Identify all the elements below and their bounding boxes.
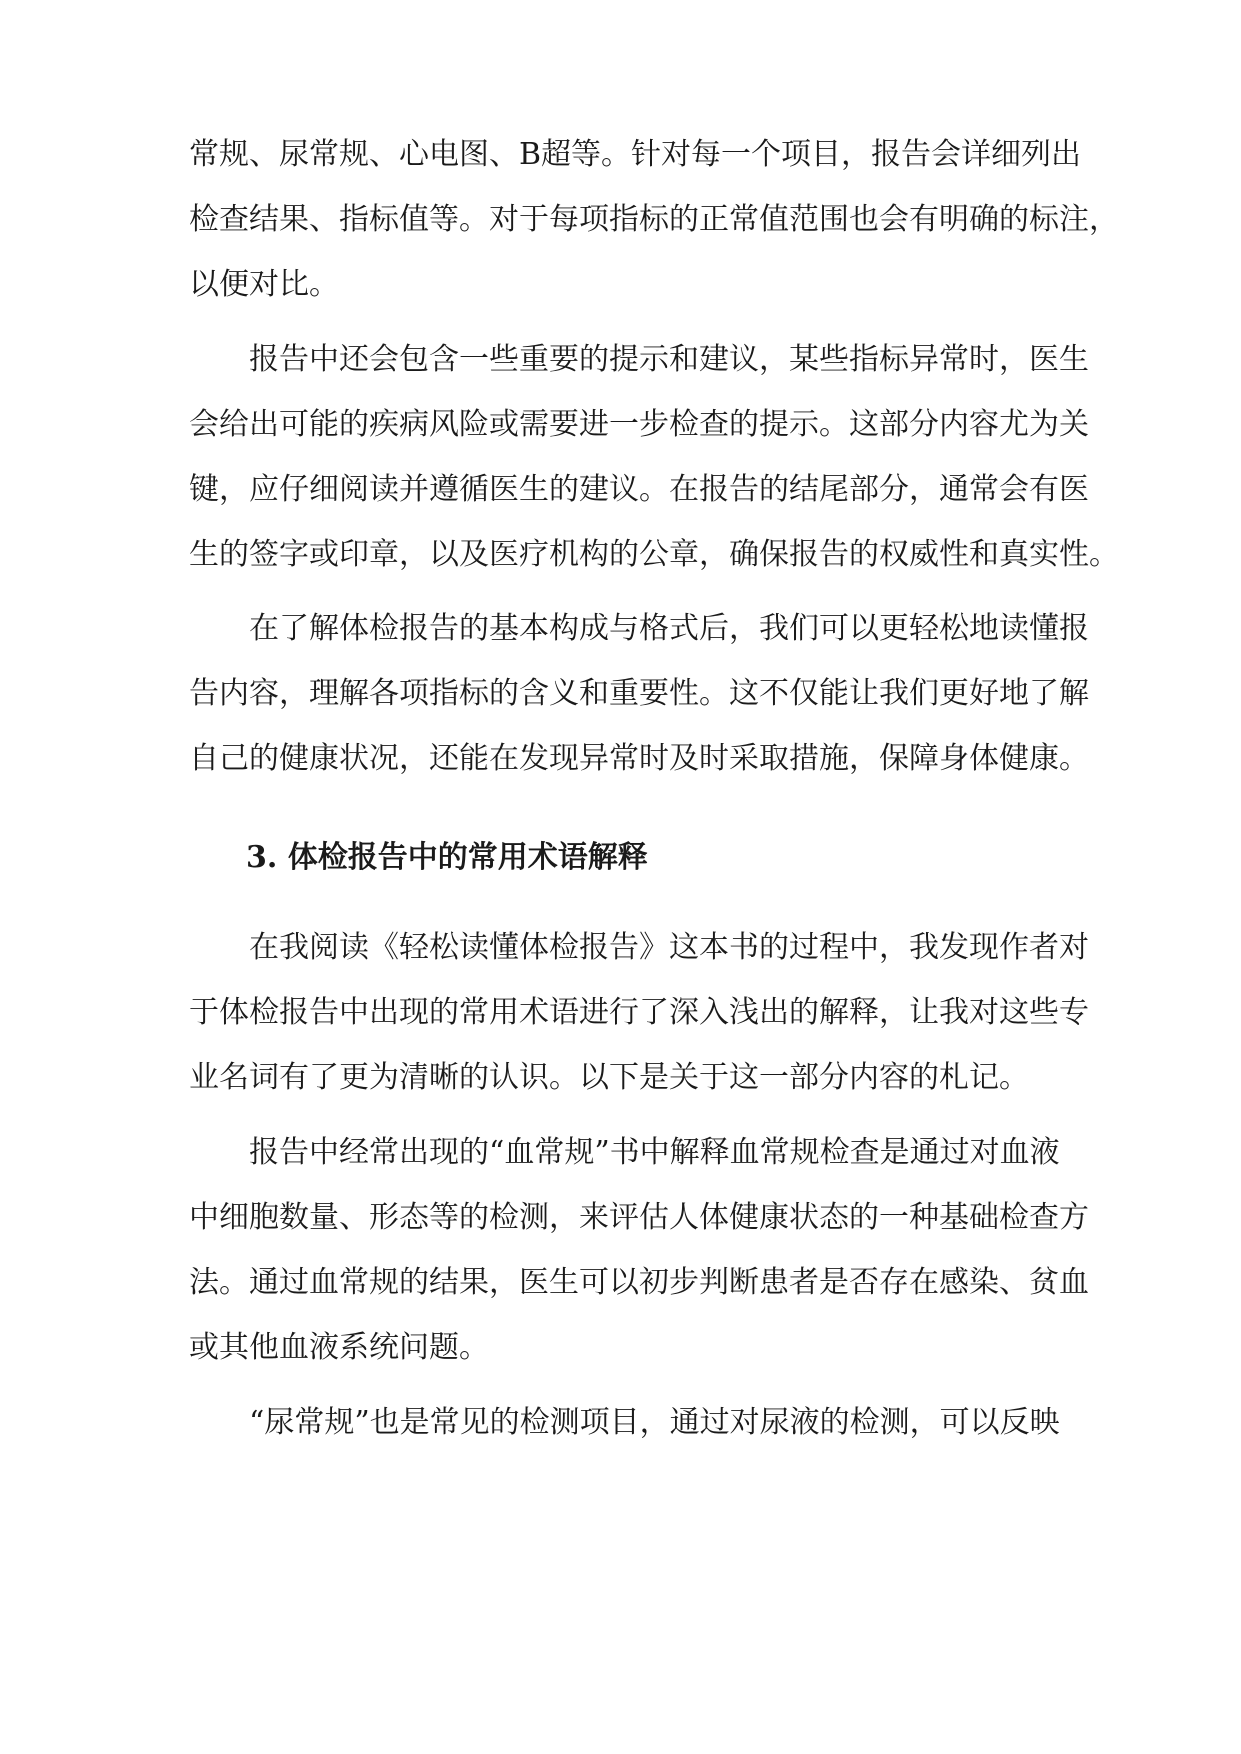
paragraph-line: 或其他血液系统问题。: [189, 1330, 489, 1365]
paragraph-3: [189, 596, 1089, 791]
paragraph-line: 业名词有了更为清晰的认识。以下是关于这一部分内容的札记。: [189, 1060, 1029, 1095]
paragraph-2: [189, 327, 1119, 587]
paragraph-line: 以便对比。: [189, 267, 339, 302]
paragraph-line: 自己的健康状况，还能在发现异常时及时采取措施，保障身体健康。: [189, 741, 1089, 776]
paragraph-line: 会给出可能的疾病风险或需要进一步检查的提示。这部分内容尤为关: [189, 407, 1089, 442]
paragraph-line: 检查结果、指标值等。对于每项指标的正常值范围也会有明确的标注，: [189, 202, 1119, 237]
paragraph-line: 于体检报告中出现的常用术语进行了深入浅出的解释，让我对这些专: [189, 995, 1089, 1030]
paragraph-line: 告内容，理解各项指标的含义和重要性。这不仅能让我们更好地了解: [189, 676, 1089, 711]
paragraph-line: 生的签字或印章，以及医疗机构的公章，确保报告的权威性和真实性。: [189, 537, 1119, 572]
paragraph-6: [189, 1390, 1059, 1455]
section-heading: 3. 体检报告中的常用术语解释: [246, 840, 648, 875]
paragraph-line: 常规、尿常规、心电图、B超等。针对每一个项目，报告会详细列出: [189, 137, 1082, 172]
paragraph-line: 报告中经常出现的“血常规”书中解释血常规检查是通过对血液: [249, 1135, 1060, 1170]
paragraph-line: 法。通过血常规的结果，医生可以初步判断患者是否存在感染、贫血: [189, 1265, 1089, 1300]
paragraph-line: 中细胞数量、形态等的检测，来评估人体健康状态的一种基础检查方: [189, 1200, 1089, 1235]
paragraph-line: 键，应仔细阅读并遵循医生的建议。在报告的结尾部分，通常会有医: [189, 472, 1089, 507]
paragraph-line: 在了解体检报告的基本构成与格式后，我们可以更轻松地读懂报: [249, 611, 1089, 646]
paragraph-line: “尿常规”也是常见的检测项目，通过对尿液的检测，可以反映: [249, 1405, 1060, 1440]
paragraph-1: [189, 122, 1119, 317]
paragraph-line: 报告中还会包含一些重要的提示和建议，某些指标异常时，医生: [249, 342, 1089, 377]
paragraph-4: [189, 915, 1089, 1110]
paragraph-line: 在我阅读《轻松读懂体检报告》这本书的过程中，我发现作者对: [249, 930, 1089, 965]
paragraph-5: [189, 1120, 1089, 1380]
